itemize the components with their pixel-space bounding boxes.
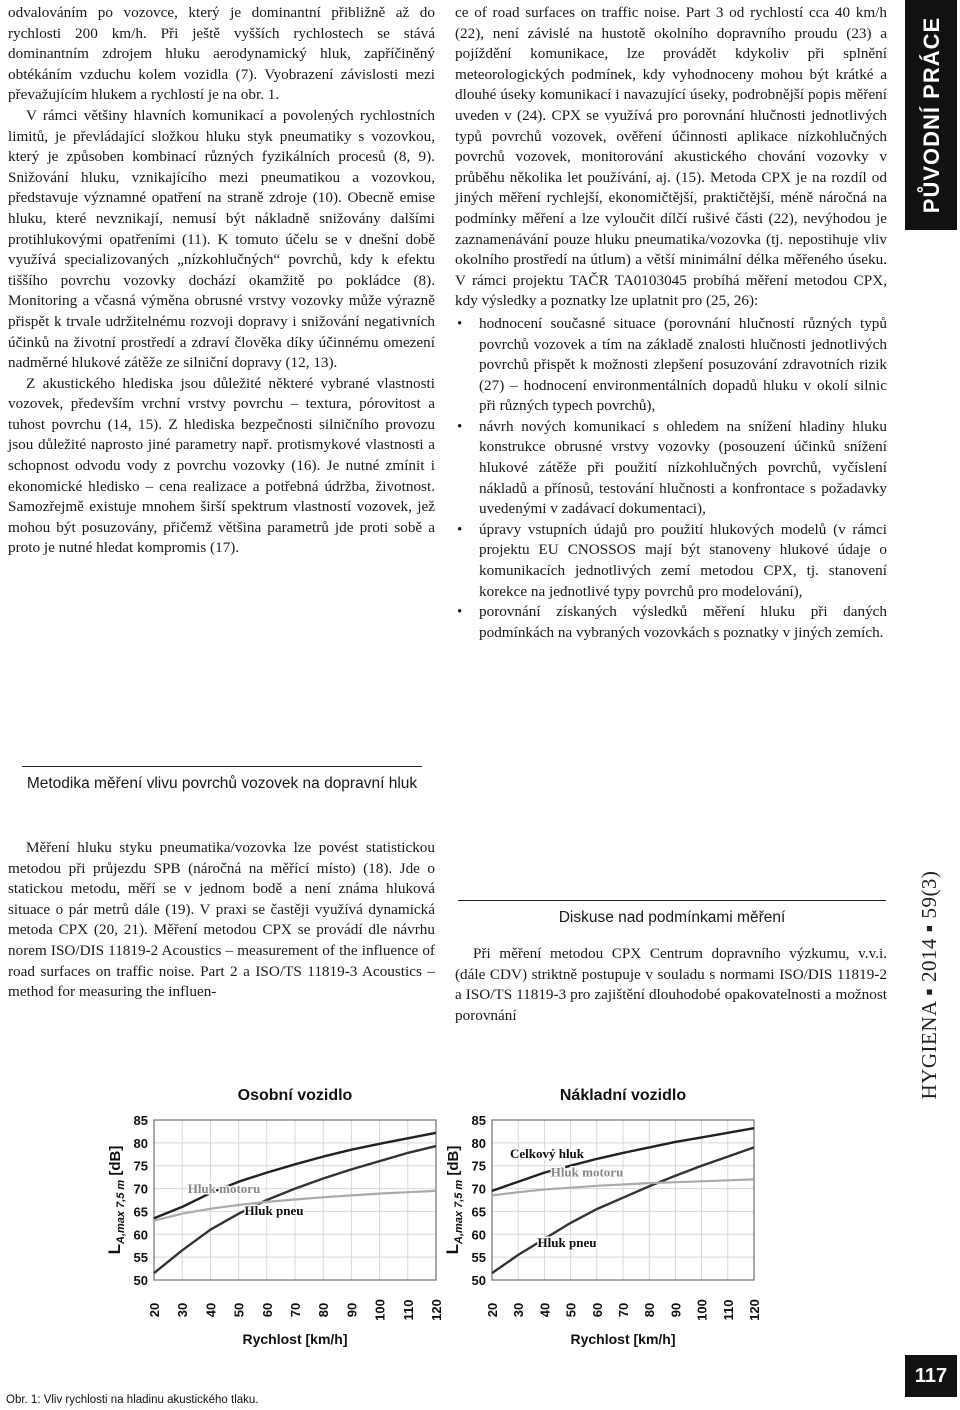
paragraph: odvalováním po vozovce, který je dominantní přibližně až do rychlosti 200 km/h. Při ještě vyšších rychlostech se stává dominantním zdrojem hluku aerodynamický hluk, zapříčiněný obtékáním vzduchu kolem vozidla (7). Vyobrazení závislosti mezi převažujícím hlukem a rychlostí je na obr. 1. bbox=[8, 4, 435, 104]
y-tick-label: 70 bbox=[133, 1181, 148, 1197]
paragraph: ce of road surfaces on traffic noise. Part 3 od rychlostí cca 40 km/h (22), není závislé na hustotě okolního dopravního proudu (23) a pojíždění komunikace, lze provádět kdykoliv při splnění meteorologických podmínek, kdy vyhodnoceny mohou být krátké a dlouhé úseky komunikací i navazující úseky, podrobnější popis měření uveden v (24). CPX se využívá pro porovnání hlučnosti jednotlivých typů povrchů vozovek, ověření účinnosti aplikace nízkohlučných povrchů vozovek, monitorování akustického chování vozovky v průběhu několika let používání, aj. (15). Metoda CPX je na rozdíl od jiných měření rychlejší, ekonomičtější, praktičtější, méně náročná na podmínky měření a lze vyloučit dílčí rušivé části (22), nevýhodou je zaznamenávání pouze hluku pneumatika/vozovka (tj. nepostihuje vliv okolního prostředí na útlum) a větší minimální délka měřeného úseku. V rámci projektu TAČR TA0103045 probíhá měření metodou CPX, kdy výsledky a poznatky lze uplatnit pro (25, 26): bbox=[455, 4, 887, 310]
x-tick-label: 120 bbox=[429, 1299, 444, 1321]
y-axis-label-unit: [dB] bbox=[445, 1145, 462, 1180]
y-axis-label-main: L bbox=[105, 1243, 124, 1255]
section-heading-discussion: Diskuse nad podmínkami měření bbox=[458, 900, 886, 928]
y-tick-label: 50 bbox=[471, 1273, 486, 1288]
x-tick-label: 70 bbox=[616, 1302, 631, 1318]
chart-title: Osobní vozidlo bbox=[237, 1087, 353, 1104]
y-tick-label: 80 bbox=[471, 1135, 486, 1151]
section-label: PŮVODNÍ PRÁCE bbox=[919, 16, 944, 214]
list-item: • úpravy vstupních údajů pro použití hlukových modelů (v rámci projektu EU CNOSSOS mají být stanoveny hlukové údaje o komunikacích jednotlivých zemí metodou CPX, tj. stanovení korekce na jednotlivé typy povrchů pro modelování), bbox=[479, 520, 887, 602]
x-tick-label: 70 bbox=[288, 1302, 303, 1318]
y-tick-label: 80 bbox=[133, 1135, 148, 1151]
series-label: Hluk pneu bbox=[244, 1203, 304, 1219]
section-heading-methodology: Metodika měření vlivu povrchů vozovek na dopravní hluk bbox=[22, 766, 422, 794]
series-label: Hluk motoru bbox=[550, 1164, 624, 1180]
y-axis-label-unit: [dB] bbox=[107, 1145, 124, 1180]
x-tick-label: 120 bbox=[747, 1299, 762, 1321]
x-tick-label: 30 bbox=[175, 1302, 191, 1318]
y-axis-label bbox=[443, 1146, 465, 1255]
list-item: • porovnání získaných výsledků měření hluku při daných podmínkách na vybraných vozovkách s poznatky v jiných zemích. bbox=[479, 602, 887, 643]
y-tick-label: 55 bbox=[133, 1250, 148, 1266]
x-tick-label: 60 bbox=[259, 1302, 275, 1318]
list-item: • návrh nových komunikací s ohledem na snížení hladiny hluku konstrukce obrusné vrstvy vozovky (posouzení účinků snížení hlukové zátěže při použití nízkohlučných povrchů, vyčíslení nákladů a přínosů, testování hlučnosti a konfrontace s požadavky uvedenými v zadávací dokumentaci), bbox=[479, 417, 887, 520]
figure-charts bbox=[90, 1082, 890, 1382]
x-tick-label: 50 bbox=[563, 1302, 579, 1318]
x-tick-label: 60 bbox=[589, 1302, 605, 1318]
x-tick-label: 100 bbox=[694, 1299, 710, 1321]
series-label: Hluk pneu bbox=[537, 1235, 597, 1251]
y-tick-label: 65 bbox=[471, 1204, 486, 1220]
chart-title: Nákladní vozidlo bbox=[559, 1087, 687, 1104]
x-tick-label: 90 bbox=[344, 1302, 360, 1318]
paragraph: Při měření metodou CPX Centrum dopravního výzkumu, v.v.i. (dále CDV) striktně postupuje v souladu s normami ISO/DIS 11819-2 a ISO/TS 11819-3 pro zajištění dlouhodobé opakovatelnosti a možnost porovnání bbox=[455, 945, 887, 1024]
figure-caption: Obr. 1: Vliv rychlosti na hladinu akustického tlaku. bbox=[6, 1394, 259, 1406]
x-tick-label: 40 bbox=[537, 1302, 553, 1318]
right-column-continued bbox=[455, 944, 887, 1026]
x-tick-label: 80 bbox=[316, 1302, 332, 1318]
series-label: Hluk motoru bbox=[187, 1180, 261, 1196]
y-axis-label-sub: A,max 7,5 m bbox=[453, 1179, 465, 1244]
chart-osobni-vozidlo bbox=[105, 1087, 444, 1347]
y-tick-label: 75 bbox=[133, 1158, 148, 1174]
y-axis-label-sub: A,max 7,5 m bbox=[115, 1179, 127, 1244]
chart-nakladni-vozidlo bbox=[443, 1087, 762, 1347]
bullet-list bbox=[455, 314, 887, 644]
y-tick-label: 65 bbox=[133, 1204, 148, 1220]
series-label: Celkový hluk bbox=[509, 1145, 585, 1161]
page-number: 117 bbox=[905, 1355, 957, 1397]
y-axis-label bbox=[105, 1146, 127, 1255]
x-axis-label: Rychlost [km/h] bbox=[570, 1331, 676, 1347]
y-tick-label: 60 bbox=[471, 1227, 486, 1243]
right-column bbox=[455, 3, 887, 643]
x-tick-label: 110 bbox=[400, 1299, 416, 1321]
x-tick-label: 40 bbox=[203, 1302, 219, 1318]
left-column-continued bbox=[8, 838, 435, 1003]
journal-citation: HYGIENA ▪ 2014 ▪ 59(3) bbox=[917, 870, 941, 1100]
left-column bbox=[8, 3, 435, 559]
x-tick-label: 90 bbox=[668, 1302, 684, 1318]
y-tick-label: 85 bbox=[471, 1113, 486, 1128]
paragraph: Z akustického hlediska jsou důležité některé vybrané vlastnosti vozovek, především vrchní vrstvy povrchu – textura, pórovitost a tuhost povrchu (14, 15). Z hlediska bezpečnosti silničního provozu jsou důležité naprosto jiné parametry např. protismykové vlastnosti a schopnost odvodu vody z povrchu vozovky (16). Je nutné zmínit i ekonomické hledisko – cena realizace a potřebná údržba, životnost. Samozřejmě existuje mnohem širší spektrum vlastností vozovek, jež mohou být posuzovány, přičemž většina parametrů jde proti sobě a proto je nutné hledat kompromis (17). bbox=[8, 374, 435, 557]
x-tick-label: 20 bbox=[485, 1302, 500, 1318]
paragraph: V rámci většiny hlavních komunikací a povolených rychlostních limitů, je převládající složkou hluku styk pneumatiky s vozovkou, který je způsoben kombinací různých fyzikálních procesů (8, 9). Snižování hluku, vznikajícího mezi pneumatikou a vozovkou, představuje významné opatření na straně zdroje (10). Obecně emise hluku, které nevznikají, nemusí být nákladně snižovány dalšími protihlukovými opatřeními (11). K tomuto účelu se v dnešní době využívá specializovaných „nízkohlučných“ povrchů, kdy k efektu tiššího povrchu vozovky dochází okamžitě po pokládce (8). Monitoring a včasná výměna obrusné vrstvy vozovky může výrazně přispět k trvale udržitelnému rozvoji dopravy i snižování negativních účinků na životní prostředí a zdraví člověka díky účinnému omezení nadměrné hlukové zátěže ze silniční dopravy (12, 13). bbox=[8, 106, 435, 372]
x-tick-label: 100 bbox=[372, 1299, 388, 1321]
paragraph: Měření hluku styku pneumatika/vozovka lze povést statistickou metodou při průjezdu SPB (náročná na měřící místo) (18). Jde o statickou metodu, měří se v jednom bodě a není známa hluková situace o pár metrů dále (19). V praxi se častěji využívá dynamická metoda CPX (20, 21). Měření metodou CPX se provádí dle návrhu norem ISO/DIS 11819-2 Acoustics – measurement of the influence of road surfaces on traffic noise. Part 2 a ISO/TS 11819-3 Acoustics – method for measuring the influen- bbox=[8, 839, 435, 1001]
x-tick-label: 20 bbox=[147, 1302, 162, 1318]
y-tick-label: 55 bbox=[471, 1250, 486, 1266]
x-tick-label: 50 bbox=[231, 1302, 247, 1318]
list-item: • hodnocení současné situace (porovnání hlučností různých typů povrchů vozovek a tím na základě znalosti hlučnosti jednotlivých povrchů přispět k možnosti zlepšení posuzování zdravotních rizik (27) – hodnocení environmentálních dopadů hluku v okolí silnic při různých typech povrchů), bbox=[479, 314, 887, 417]
y-tick-label: 70 bbox=[471, 1181, 486, 1197]
x-tick-label: 110 bbox=[720, 1299, 736, 1321]
x-tick-label: 30 bbox=[511, 1302, 527, 1318]
y-tick-label: 50 bbox=[133, 1273, 148, 1288]
y-tick-label: 60 bbox=[133, 1227, 148, 1243]
x-tick-label: 80 bbox=[642, 1302, 658, 1318]
y-tick-label: 75 bbox=[471, 1158, 486, 1174]
y-tick-label: 85 bbox=[133, 1113, 148, 1128]
x-axis-label: Rychlost [km/h] bbox=[242, 1331, 348, 1347]
y-axis-label-main: L bbox=[443, 1243, 462, 1255]
